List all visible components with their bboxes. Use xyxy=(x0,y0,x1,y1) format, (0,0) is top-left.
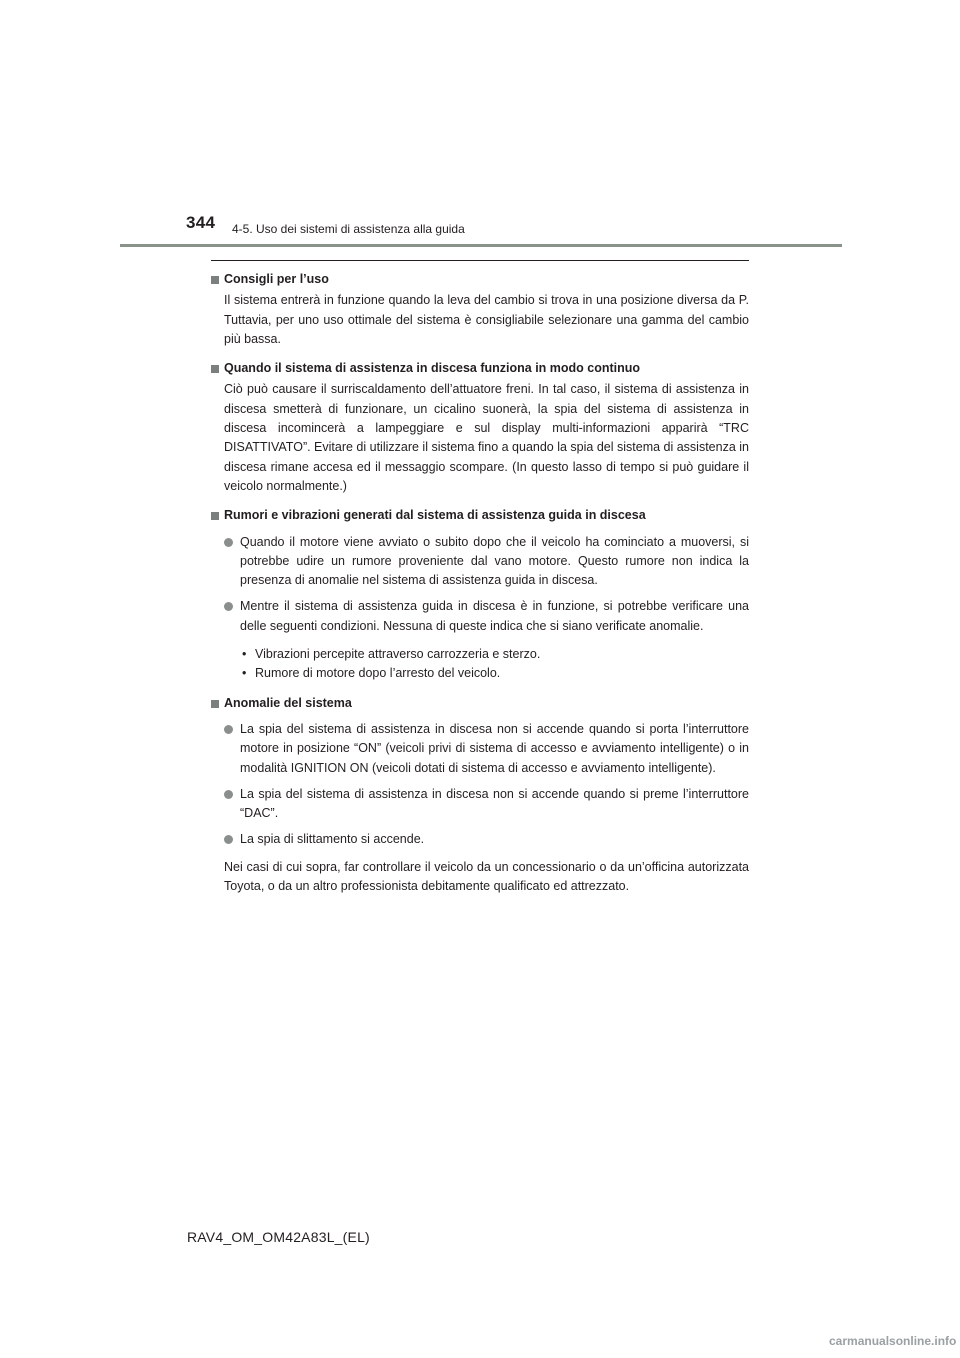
square-bullet-icon xyxy=(211,512,219,520)
list-item-text: La spia del sistema di assistenza in discesa non si accende quando si porta l’interruttore motore in posizione “ON” (veicoli privi di sistema di accesso e avviamento intelligente) o in modalità IGNITION ON (veicoli dotati di sistema di accesso e avviamento intelligente). xyxy=(240,721,749,775)
watermark: carmanualsonline.info xyxy=(829,1334,957,1348)
section-body-tips: Il sistema entrerà in funzione quando la leva del cambio si trova in una posizione diversa da P. Tuttavia, per uno uso ottimale del sistema è consigliabile selezionare una gamma del cambio più bassa. xyxy=(224,293,749,346)
square-bullet-icon xyxy=(211,276,219,284)
closing-paragraph: Nei casi di cui sopra, far controllare il veicolo da un concessionario o da un’officina autorizzata Toyota, o da un altro professionista debitamente qualificato ed attrezzato. xyxy=(224,859,749,894)
sub-list-item-text: Rumore di motore dopo l’arresto del veicolo. xyxy=(255,666,501,681)
square-bullet-icon xyxy=(211,700,219,708)
heading-text: Quando il sistema di assistenza in discesa funziona in modo continuo xyxy=(224,361,641,376)
heading-text: Anomalie del sistema xyxy=(224,695,352,710)
list-item xyxy=(211,533,749,591)
heading-text: Consigli per l’uso xyxy=(224,272,329,286)
square-bullet-icon xyxy=(211,365,219,373)
sub-list-item xyxy=(240,645,749,664)
section-heading-tips xyxy=(211,270,749,289)
dot-marker: • xyxy=(242,647,247,662)
document-code: RAV4_OM_OM42A83L_(EL) xyxy=(187,1229,370,1245)
section-divider xyxy=(211,260,749,261)
header-rule xyxy=(120,244,842,247)
sub-list xyxy=(211,645,749,684)
list-item-text: La spia di slittamento si accende. xyxy=(240,832,425,847)
sub-list-item-text: Vibrazioni percepite attraverso carrozzeria e sterzo. xyxy=(255,647,541,662)
heading-text: Rumori e vibrazioni generati dal sistema di assistenza guida in discesa xyxy=(224,508,646,523)
circle-bullet-icon xyxy=(224,835,233,844)
sub-list-item xyxy=(240,664,749,683)
list-item xyxy=(211,785,749,824)
list-item-text: La spia del sistema di assistenza in discesa non si accende quando si preme l’interruttore “DAC”. xyxy=(240,786,749,821)
list-item xyxy=(211,597,749,636)
section-heading-noise xyxy=(211,506,749,525)
section-body-continuous: Ciò può causare il surriscaldamento dell’attuatore freni. In tal caso, il sistema di assistenza in discesa smetterà di funzionare, un cicalino suonerà, la spia del sistema di assistenza in discesa incomincerà a lampeggiare e sul display multi-informazioni apparirà “TRC DISATTIVATO”. Evitare di utilizzare il sistema fino a quando la spia del sistema di assistenza in discesa rimane accesa ed il messaggio scompare. (In questo lasso di tempo si può guidare il veicolo normalmente.) xyxy=(224,382,749,493)
section-heading-malfunction xyxy=(211,694,749,713)
list-item-text: Quando il motore viene avviato o subito dopo che il veicolo ha cominciato a muoversi, si potrebbe udire un rumore proveniente dal vano motore. Questo rumore non indica la presenza di anomalie nel sistema di assistenza guida in discesa. xyxy=(240,534,749,588)
chapter-title: 4-5. Uso dei sistemi di assistenza alla guida xyxy=(232,222,465,236)
circle-bullet-icon xyxy=(224,790,233,799)
content-area xyxy=(211,270,749,896)
list-item xyxy=(211,830,749,849)
section-heading-continuous xyxy=(211,359,749,378)
circle-bullet-icon xyxy=(224,538,233,547)
circle-bullet-icon xyxy=(224,725,233,734)
page-number: 344 xyxy=(186,213,216,232)
dot-marker: • xyxy=(242,666,247,681)
list-item-text: Mentre il sistema di assistenza guida in discesa è in funzione, si potrebbe verificare una delle seguenti condizioni. Nessuna di queste indica che si siano verificate anomalie. xyxy=(240,599,749,633)
circle-bullet-icon xyxy=(224,602,233,611)
list-item xyxy=(211,720,749,778)
